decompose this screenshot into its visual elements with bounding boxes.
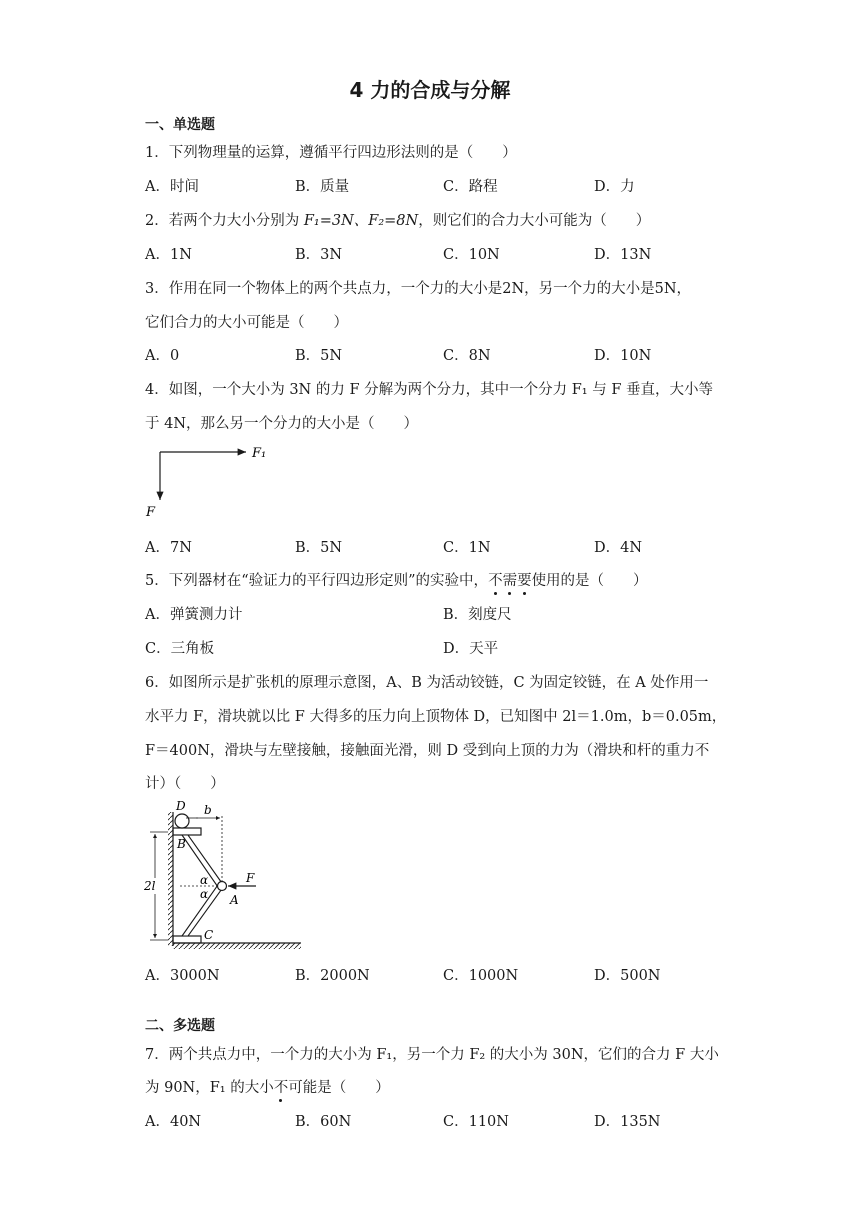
q7-emphasis: 不 bbox=[273, 1080, 289, 1096]
q4-option-b: B．5N bbox=[295, 540, 343, 556]
q5-text-pre: 5．下列器材在“验证力的平行四边形定则”的实验中， bbox=[145, 573, 489, 589]
question-4-line-1: 4．如图，一个大小为 3N 的力 F 分解为两个分力，其中一个分力 F₁ 与 F 垂直，大小等 bbox=[145, 382, 714, 398]
q6-option-d: D．500N bbox=[594, 968, 661, 984]
label-b-dimension: b bbox=[204, 803, 212, 817]
q1-option-b: B．质量 bbox=[295, 179, 350, 195]
label-d: D bbox=[176, 799, 186, 813]
question-3-line-1: 3．作用在同一个物体上的两个共点力，一个力的大小是2N，另一个力的大小是5N， bbox=[145, 281, 692, 297]
q6-option-b: B．2000N bbox=[295, 968, 370, 984]
q1-option-d: D．力 bbox=[594, 179, 635, 195]
q2-text-a: 2．若两个力大小分别为 bbox=[145, 213, 304, 229]
floor-hatching bbox=[173, 943, 301, 949]
q5-option-b: B．刻度尺 bbox=[443, 607, 512, 623]
f1-label: F₁ bbox=[252, 446, 267, 461]
hinge-a bbox=[218, 882, 227, 891]
question-7-line-2 bbox=[145, 1076, 390, 1097]
label-alpha-lower: α bbox=[200, 887, 209, 901]
q7-line-2a: 为 90N，F₁ 的大小 bbox=[145, 1080, 274, 1096]
q7-option-a: A．40N bbox=[145, 1114, 202, 1130]
q7-option-d: D．135N bbox=[594, 1114, 661, 1130]
q4-option-c: C．1N bbox=[443, 540, 491, 556]
q3-option-d: D．10N bbox=[594, 348, 652, 364]
q3-option-a: A．0 bbox=[145, 348, 180, 364]
q5-emphasis-2: 需 bbox=[502, 573, 518, 589]
label-c: C bbox=[204, 928, 214, 942]
q6-option-c: C．1000N bbox=[443, 968, 519, 984]
question-6-line-3: F＝400N，滑块与左壁接触，接触面光滑，则 D 受到向上顶的力为（滑块和杆的重力不 bbox=[145, 743, 710, 759]
q7-option-b: B．60N bbox=[295, 1114, 352, 1130]
label-b: B bbox=[177, 837, 186, 851]
f-label: F bbox=[146, 505, 156, 520]
question-5-text bbox=[145, 569, 648, 590]
object-d bbox=[175, 814, 189, 828]
q2-text-c: ，则它们的合力大小可能为（ ） bbox=[418, 213, 651, 229]
label-alpha-upper: α bbox=[200, 873, 209, 887]
q1-option-a: A．时间 bbox=[145, 179, 199, 195]
q4-option-a: A．7N bbox=[145, 540, 192, 556]
question-4-line-2: 于 4N，那么另一个分力的大小是（ ） bbox=[145, 416, 419, 432]
q4-option-d: D．4N bbox=[594, 540, 643, 556]
q5-option-c: C．三角板 bbox=[145, 641, 215, 657]
q7-option-c: C．110N bbox=[443, 1114, 509, 1130]
q5-emphasis-3: 要 bbox=[517, 573, 532, 589]
q3-option-c: C．8N bbox=[443, 348, 491, 364]
question-6-line-1: 6．如图所示是扩张机的原理示意图，A、B 为活动铰链，C 为固定铰链，在 A 处作用一 bbox=[145, 675, 709, 691]
q5-text-post: 使用的是（ ） bbox=[531, 573, 648, 589]
q5-option-a: A．弹簧测力计 bbox=[145, 607, 243, 623]
q2-option-b: B．3N bbox=[295, 247, 343, 263]
q6-option-a: A．3000N bbox=[145, 968, 220, 984]
expansion-machine-figure bbox=[140, 798, 310, 956]
q7-line-2b: 可能是（ ） bbox=[288, 1080, 390, 1096]
block-c bbox=[173, 936, 201, 943]
q3-option-b: B．5N bbox=[295, 348, 343, 364]
question-7-line-1: 7．两个共点力中，一个力的大小为 F₁，另一个力 F₂ 的大小为 30N，它们的合力 F 大小 bbox=[145, 1047, 719, 1063]
question-6-line-2: 水平力 F，滑块就以比 F 大得多的压力向上顶物体 D，已知图中 2l＝1.0m，b＝0.05m， bbox=[145, 709, 727, 725]
label-a: A bbox=[230, 893, 239, 907]
q5-emphasis-1: 不 bbox=[488, 573, 503, 589]
label-2l: 2l bbox=[144, 879, 156, 893]
q5-option-d: D．天平 bbox=[443, 641, 499, 657]
q1-option-c: C．路程 bbox=[443, 179, 498, 195]
force-decomposition-figure bbox=[140, 440, 280, 522]
left-wall-hatching bbox=[168, 812, 173, 946]
q2-option-a: A．1N bbox=[145, 247, 192, 263]
label-f: F bbox=[246, 871, 255, 885]
question-2-text bbox=[145, 209, 650, 230]
q2-option-d: D．13N bbox=[594, 247, 652, 263]
q2-forces: F₁=3N、F₂=8N bbox=[303, 213, 419, 229]
question-1-text: 1．下列物理量的运算，遵循平行四边形法则的是（ ） bbox=[145, 145, 517, 161]
slider-b bbox=[173, 828, 201, 835]
question-3-line-2: 它们合力的大小可能是（ ） bbox=[145, 315, 348, 331]
section-heading-multiple-choice: 二、多选题 bbox=[145, 1018, 215, 1034]
page-title: 4 力的合成与分解 bbox=[349, 78, 511, 102]
question-6-line-4: 计）（ ） bbox=[145, 776, 225, 792]
section-heading-single-choice: 一、单选题 bbox=[145, 117, 215, 133]
q2-option-c: C．10N bbox=[443, 247, 500, 263]
